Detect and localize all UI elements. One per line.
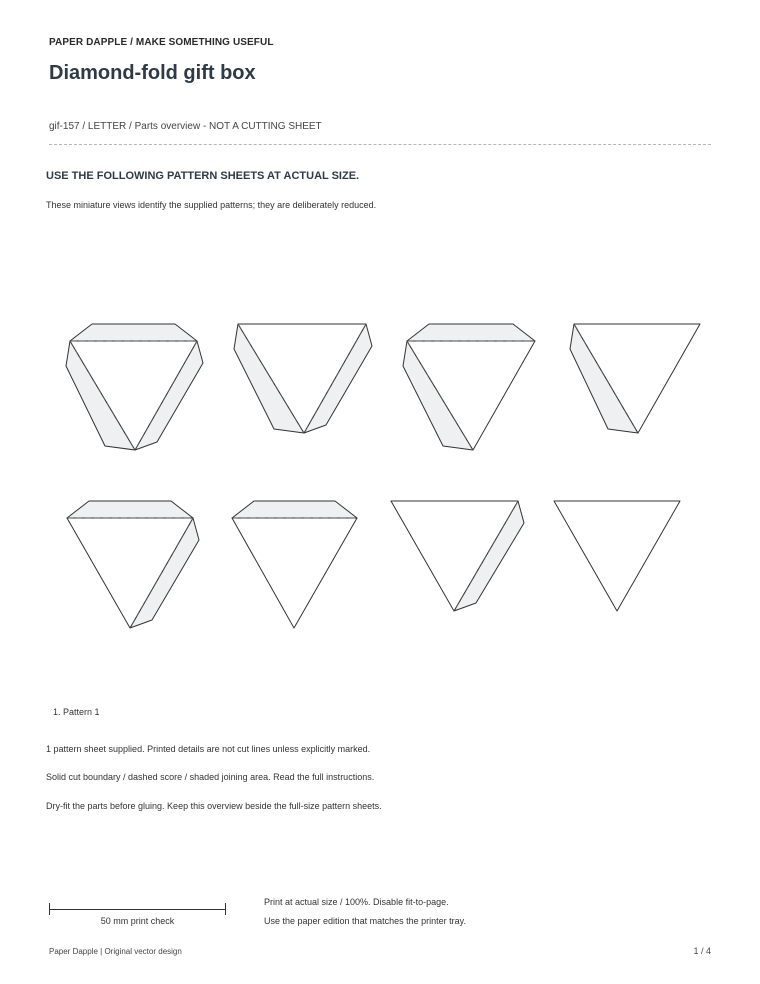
brand-breadcrumb: PAPER DAPPLE / MAKE SOMETHING USEFUL [49,37,274,48]
note-dry-fit: Dry-fit the parts before gluing. Keep this overview beside the full-size pattern sheets. [46,801,382,811]
top-glue-tab [232,501,357,518]
paper-instruction: Use the paper edition that matches the printer tray. [264,916,466,926]
cut-boundary [232,518,357,628]
note-legend: Solid cut boundary / dashed score / shaded joining area. Read the full instructions. [46,772,375,782]
footer-credit: Paper Dapple | Original vector design [49,947,182,956]
pattern-thumbnail-3 [403,324,535,450]
page-title: Diamond-fold gift box [49,62,256,84]
pattern-thumbnail-1 [66,324,203,450]
pattern-thumbnail-6 [232,501,357,628]
section-heading: USE THE FOLLOWING PATTERN SHEETS AT ACTUAL SIZE. [46,170,360,182]
pattern-thumbnail-7 [391,501,524,611]
scale-bar-label: 50 mm print check [100,916,175,926]
scale-bar [49,909,226,910]
note-sheets: 1 pattern sheet supplied. Printed details are not cut lines unless explicitly marked. [46,744,371,754]
pattern-thumbnail-4 [570,324,700,433]
pattern-thumbnail-5 [67,501,199,628]
top-glue-tab [407,324,535,341]
pattern-thumbnail-8 [554,501,680,611]
document-meta: gif-157 / LETTER / Parts overview - NOT A CUTTING SHEET [49,121,322,132]
cut-boundary [554,501,680,611]
intro-text: These miniature views identify the supplied patterns; they are deliberately reduced. [46,200,377,210]
scale-bar-tick-left [49,903,50,915]
top-glue-tab [67,501,193,518]
print-instruction: Print at actual size / 100%. Disable fit-to-page. [264,897,449,907]
scale-bar-tick-right [225,903,226,915]
pattern-label: 1. Pattern 1 [53,707,100,717]
page-number: 1 / 4 [693,946,711,956]
top-glue-tab [70,324,197,341]
pattern-thumbnail-2 [234,324,372,433]
